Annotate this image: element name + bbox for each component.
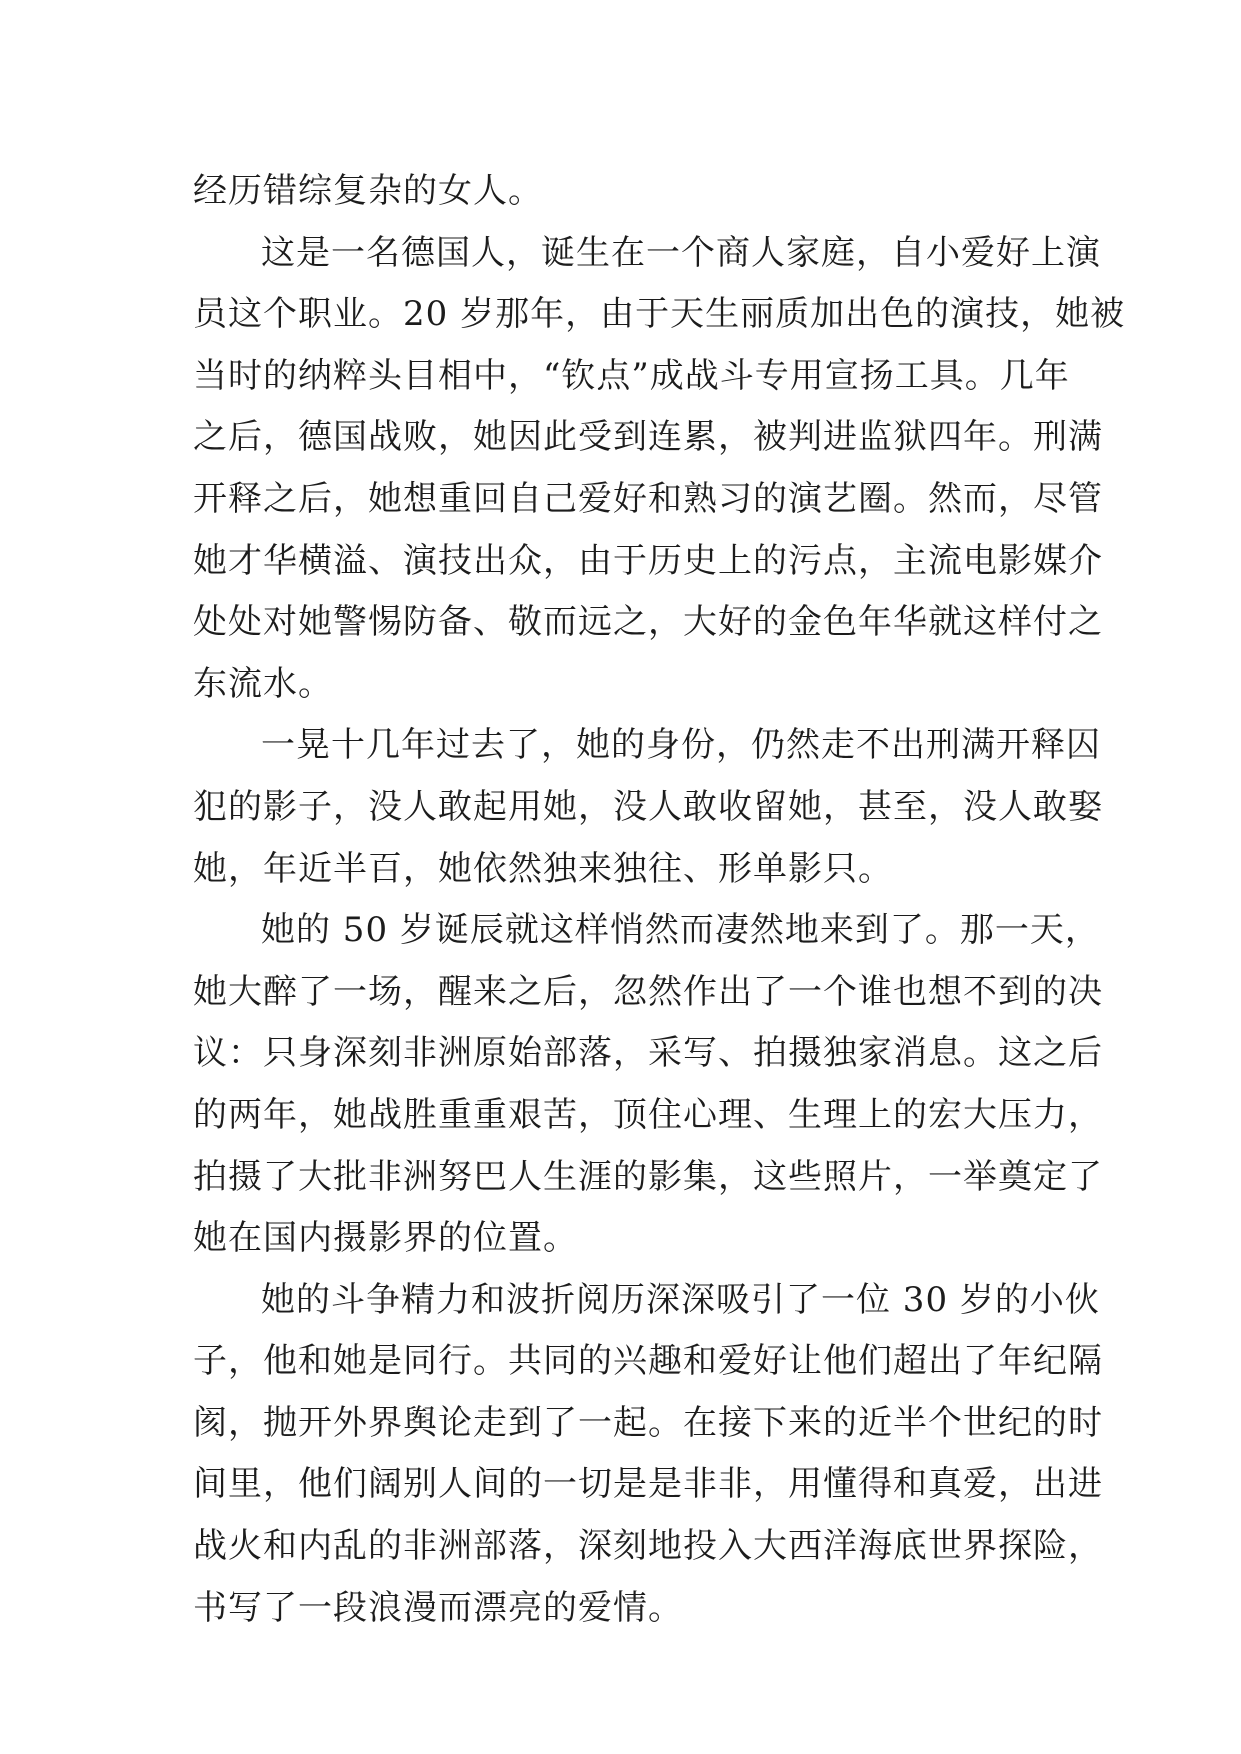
text-line: 经历错综复杂的女人。 (193, 171, 543, 211)
text-line: 员这个职业。20 岁那年，由于天生丽质加出色的演技，她被 (193, 294, 1126, 335)
paragraph (193, 223, 1126, 716)
paragraph (193, 161, 1053, 223)
text-line: 她大醉了一场，醒来之后，忽然作出了一个谁也想不到的决 (193, 971, 1103, 1012)
text-line: 子，他和她是同行。共同的兴趣和爱好让他们超出了年纪隔 (193, 1341, 1103, 1382)
article-body (193, 161, 1126, 1639)
paragraph (193, 715, 1103, 900)
text-line: 的两年，她战胜重重艰苦，顶住心理、生理上的宏大压力， (193, 1094, 1103, 1135)
text-line: 她，年近半百，她依然独来独往、形单影只。 (193, 848, 893, 889)
text-line: 犯的影子，没人敢起用她，没人敢收留她，甚至，没人敢娶 (193, 786, 1103, 827)
text-line: 她才华横溢、演技出众，由于历史上的污点，主流电影媒介 (193, 540, 1103, 581)
text-line: 处处对她警惕防备、敬而远之，大好的金色年华就这样付之 (193, 602, 1103, 643)
text-line: 这是一名德国人，诞生在一个商人家庭，自小爱好上演 (261, 232, 1101, 273)
text-line: 开释之后，她想重回自己爱好和熟习的演艺圈。然而，尽管 (193, 478, 1103, 519)
text-line: 她的斗争精力和波折阅历深深吸引了一位 30 岁的小伙 (261, 1279, 1100, 1320)
text-line: 议：只身深刻非洲原始部落，采写、拍摄独家消息。这之后 (193, 1033, 1103, 1074)
text-line: 拍摄了大批非洲努巴人生涯的影集，这些照片，一举奠定了 (193, 1156, 1103, 1197)
text-line: 阂，抛开外界舆论走到了一起。在接下来的近半个世纪的时 (193, 1402, 1103, 1443)
text-line: 书写了一段浪漫而漂亮的爱情。 (193, 1587, 683, 1628)
text-line: 东流水。 (193, 663, 333, 704)
text-line: 战火和内乱的非洲部落，深刻地投入大西洋海底世界探险， (193, 1526, 1103, 1567)
paragraph (193, 1270, 1103, 1640)
text-line: 她在国内摄影界的位置。 (193, 1218, 578, 1259)
paragraph (193, 900, 1103, 1270)
text-line: 她的 50 岁诞辰就这样悄然而凄然地来到了。那一天， (261, 910, 1100, 951)
text-line: 一晃十几年过去了，她的身份，仍然走不出刑满开释囚 (261, 725, 1101, 766)
text-line: 间里，他们阔别人间的一切是是非非，用懂得和真爱，出进 (193, 1464, 1103, 1505)
text-line: 之后，德国战败，她因此受到连累，被判进监狱四年。刑满 (193, 417, 1103, 458)
text-line: 当时的纳粹头目相中，“钦点”成战斗专用宣扬工具。几年 (193, 355, 1070, 396)
